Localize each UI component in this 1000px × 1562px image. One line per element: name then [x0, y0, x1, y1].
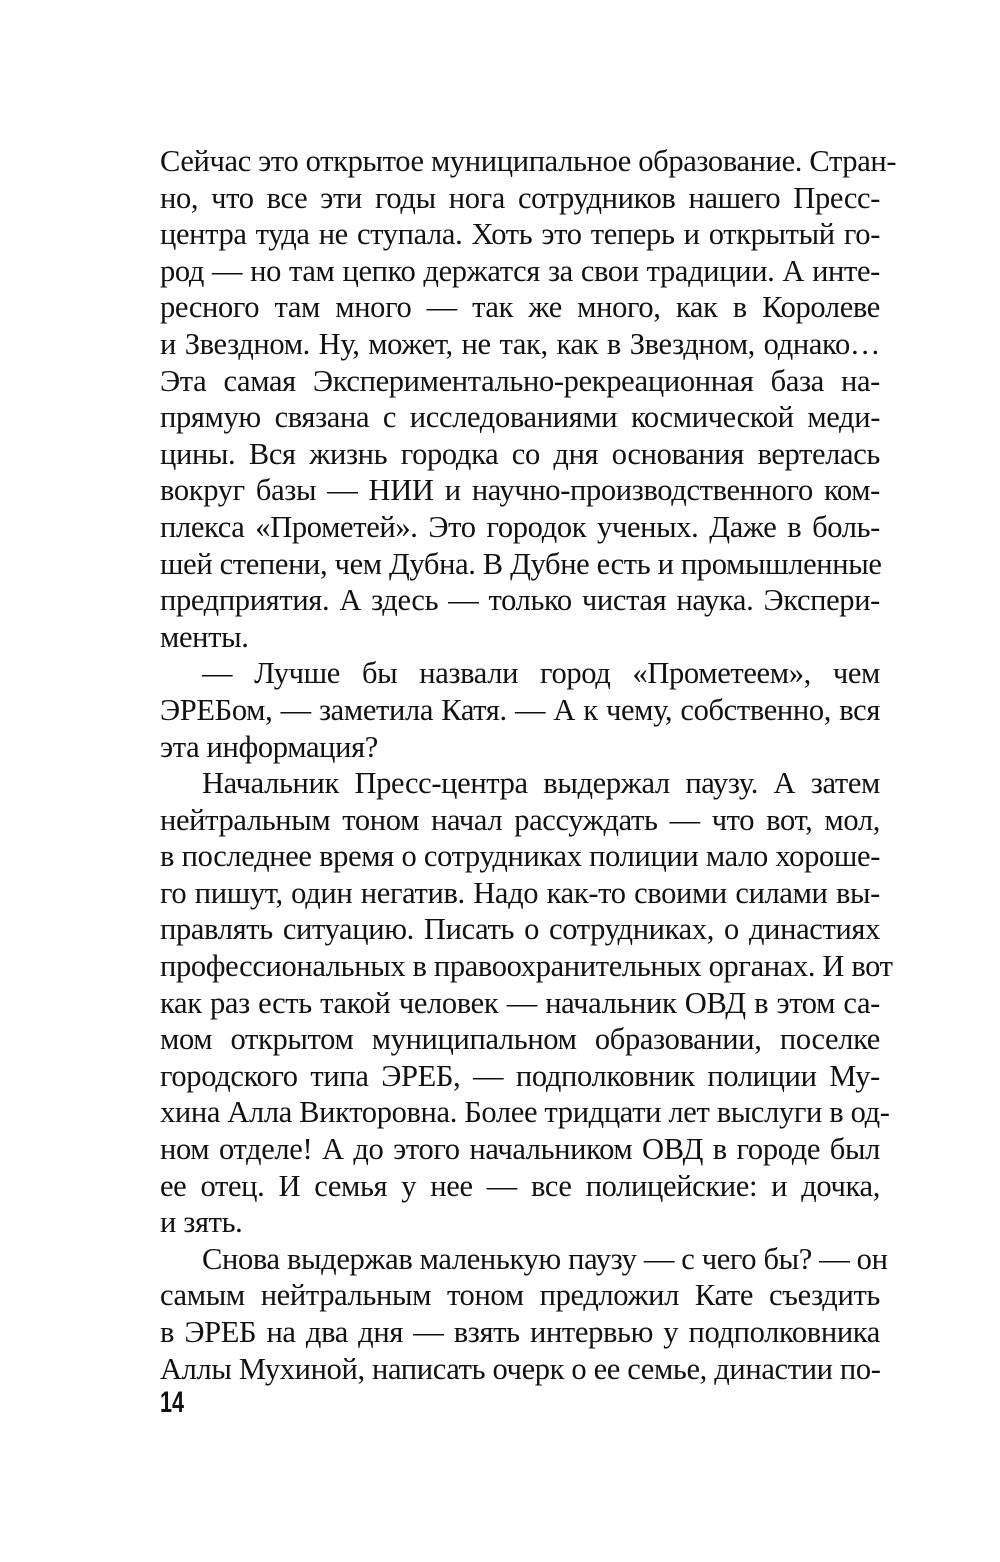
text-line: как раз есть такой человек — начальник ОВД в этом са-: [160, 985, 880, 1020]
text-line: цины. Вся жизнь городка со дня основания вертелась: [160, 436, 880, 471]
text-line: — Лучше бы назвали город «Прометеем», чем: [202, 656, 880, 691]
text-line: род — но там цепко держатся за свои традиции. А инте-: [160, 253, 880, 288]
text-line: в ЭРЕБ на два дня — взять интервью у подполковника: [160, 1315, 880, 1349]
text-line: и зять.: [160, 1205, 243, 1240]
text-line: в последнее время о сотрудниках полиции мало хороше-: [160, 839, 880, 874]
page-number: 14: [160, 1386, 185, 1419]
text-line: Начальник Пресс-центра выдержал паузу. А затем: [202, 766, 880, 801]
text-line: прямую связана с исследованиями космической меди-: [160, 400, 880, 435]
body-text: [160, 143, 897, 1387]
text-line: менты.: [160, 619, 249, 654]
text-line: го пишут, один негатив. Надо как-то своими силами вы-: [160, 875, 880, 910]
text-line: центра туда не ступала. Хоть это теперь и открытый го-: [160, 217, 880, 252]
text-line: шей степени, чем Дубна. В Дубне есть и промышленные: [160, 546, 882, 581]
text-line: Снова выдержав маленькую паузу — с чего бы? — он: [202, 1241, 888, 1276]
text-line: предприятия. А здесь — только чистая наука. Экспери-: [160, 583, 880, 618]
text-line: ном отделе! А до этого начальником ОВД в городе был: [160, 1132, 880, 1167]
text-line: вокруг базы — НИИ и научно-производственного ком-: [160, 473, 880, 508]
text-line: мом открытом муниципальном образовании, поселке: [160, 1022, 880, 1057]
text-line: Сейчас это открытое муниципальное образование. Стран-: [160, 144, 897, 178]
text-line: профессиональных в правоохранительных органах. И вот: [160, 949, 893, 984]
text-line: городского типа ЭРЕБ, — подполковник полиции Му-: [160, 1058, 880, 1093]
text-line: Аллы Мухиной, написать очерк о ее семье, династии по-: [160, 1351, 881, 1386]
text-line: ее отец. И семья у нее — все полицейские: и дочка,: [160, 1168, 880, 1203]
text-line: хина Алла Викторовна. Более тридцати лет выслуги в од-: [160, 1095, 890, 1130]
text-line: ЭРЕБом, — заметила Катя. — А к чему, собственно, вся: [160, 692, 880, 727]
text-line: правлять ситуацию. Писать о сотрудниках, о династиях: [160, 912, 880, 947]
text-line: Эта самая Экспериментально-рекреационная база на-: [160, 363, 880, 398]
text-line: ресного там много — так же много, как в Королеве: [160, 290, 880, 325]
text-line: эта информация?: [160, 729, 378, 764]
text-line: плекса «Прометей». Это городок ученых. Даже в боль-: [160, 509, 880, 544]
text-line: самым нейтральным тоном предложил Кате съездить: [160, 1278, 880, 1313]
text-line: и Звездном. Ну, может, не так, как в Звездном, однако…: [160, 326, 880, 361]
text-line: нейтральным тоном начал рассуждать — что вот, мол,: [160, 802, 880, 837]
text-line: но, что все эти годы нога сотрудников нашего Пресс-: [160, 180, 880, 215]
